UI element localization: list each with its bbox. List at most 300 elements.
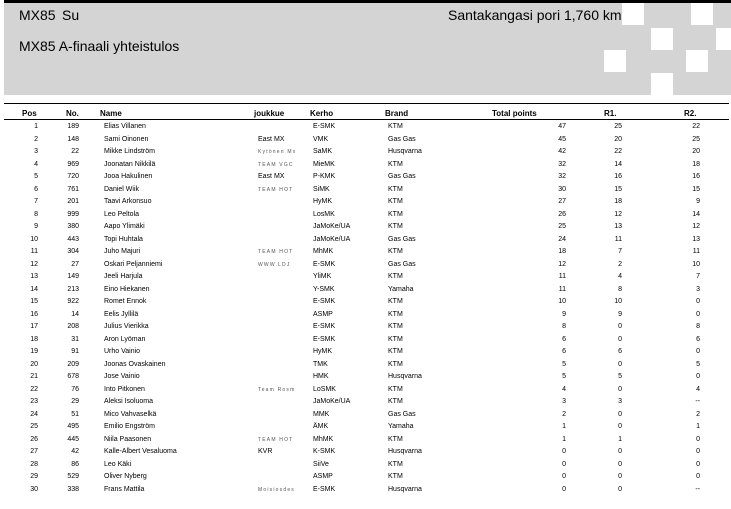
- cell-name: Joonatan Nikkilä: [104, 160, 156, 168]
- cell-no: 148: [67, 135, 79, 143]
- cell-r2: 2: [696, 410, 700, 418]
- race-day: Su: [62, 7, 80, 23]
- cell-r2: 22: [692, 123, 700, 130]
- cell-r1: 14: [614, 160, 622, 168]
- cell-r2: 4: [696, 385, 700, 393]
- cell-brand: Husqvarna: [388, 448, 422, 455]
- cell-r1: 0: [618, 385, 622, 393]
- cell-name: Taavi Arkonsuo: [104, 198, 152, 205]
- cell-name: Mico Vahvaselkä: [104, 410, 157, 418]
- cell-brand: Gas Gas: [388, 410, 416, 418]
- cell-brand: KTM: [388, 123, 403, 130]
- checkered-flag-square: [651, 28, 673, 50]
- table-row: [0, 359, 731, 371]
- cell-r1: 1: [618, 435, 622, 443]
- cell-r2: --: [695, 485, 700, 493]
- cell-club: MieMK: [313, 160, 335, 168]
- cell-total: 0: [562, 448, 566, 455]
- cell-no: 76: [71, 385, 79, 393]
- results-subtitle: MX85 A-finaali yhteistulos: [19, 38, 180, 54]
- cell-no: 86: [71, 460, 79, 468]
- cell-r2: 11: [692, 248, 700, 255]
- cell-total: 12: [558, 260, 566, 268]
- cell-pos: 4: [34, 160, 38, 168]
- checkered-flag-square: [716, 28, 731, 50]
- cell-total: 30: [558, 185, 566, 193]
- table-row: [0, 246, 731, 258]
- cell-r1: 0: [618, 448, 622, 455]
- cell-r2: 0: [696, 348, 700, 355]
- col-header-r2: R2.: [684, 109, 697, 118]
- table-row: [0, 271, 731, 283]
- table-row: [0, 184, 731, 196]
- cell-total: 27: [558, 198, 566, 205]
- cell-pos: 14: [30, 285, 38, 293]
- cell-pos: 28: [30, 460, 38, 468]
- cell-no: 338: [67, 485, 79, 493]
- cell-name: Emilio Engström: [104, 423, 155, 430]
- col-header-r1: R1.: [604, 109, 617, 118]
- cell-brand: Yamaha: [388, 285, 414, 293]
- cell-r1: 0: [618, 460, 622, 468]
- cell-no: 14: [71, 310, 79, 318]
- cell-name: Romet Ennok: [104, 298, 147, 305]
- cell-total: 47: [558, 123, 566, 130]
- cell-total: 6: [562, 335, 566, 343]
- cell-r2: 7: [696, 273, 700, 280]
- results-header: [4, 0, 731, 95]
- cell-total: 2: [562, 410, 566, 418]
- cell-r2: 13: [692, 235, 700, 243]
- cell-r2: 12: [692, 223, 700, 230]
- table-row: [0, 334, 731, 346]
- cell-name: Sami Oinonen: [104, 135, 149, 143]
- cell-brand: KTM: [388, 360, 403, 368]
- table-row: [0, 134, 731, 146]
- cell-r1: 18: [614, 198, 622, 205]
- cell-r1: 9: [618, 310, 622, 318]
- cell-pos: 29: [30, 473, 38, 480]
- cell-club: SaMK: [313, 148, 333, 155]
- cell-r2: --: [695, 398, 700, 405]
- cell-name: Jeeli Harjula: [104, 273, 143, 280]
- cell-no: 91: [71, 348, 79, 355]
- cell-club: SiiVe: [313, 460, 329, 468]
- cell-name: Oliver Nyberg: [104, 473, 147, 480]
- cell-club: LoSMK: [313, 385, 336, 393]
- cell-r1: 7: [618, 248, 622, 255]
- cell-name: Mikke Lindström: [104, 148, 155, 155]
- cell-r1: 0: [618, 335, 622, 343]
- table-row: [0, 409, 731, 421]
- cell-brand: KTM: [388, 298, 403, 305]
- table-row: [0, 484, 731, 496]
- cell-team: East MX: [258, 135, 285, 143]
- checkered-flag-square: [651, 73, 673, 95]
- cell-team: East MX: [258, 173, 285, 180]
- col-header-brand: Brand: [385, 109, 409, 118]
- cell-brand: KTM: [388, 348, 403, 355]
- cell-r2: 8: [696, 323, 700, 330]
- cell-brand: Husqvarna: [388, 148, 422, 155]
- cell-r2: 14: [692, 210, 700, 218]
- cell-r1: 6: [618, 348, 622, 355]
- header-underline: [4, 119, 729, 120]
- cell-r2: 0: [696, 460, 700, 468]
- col-header-total: Total points: [492, 109, 537, 118]
- col-header-club: Kerho: [310, 109, 334, 118]
- cell-club: ASMP: [313, 473, 333, 480]
- table-row: [0, 309, 731, 321]
- cell-club: MhMK: [313, 248, 334, 255]
- cell-name: Aapo Ylimäki: [104, 223, 145, 230]
- cell-r1: 0: [618, 323, 622, 330]
- cell-no: 208: [67, 323, 79, 330]
- cell-brand: Gas Gas: [388, 260, 416, 268]
- cell-no: 209: [67, 360, 79, 368]
- cell-r2: 0: [696, 298, 700, 305]
- cell-team: TEAM HOT: [258, 249, 294, 255]
- cell-name: Daniel Wiik: [104, 185, 140, 193]
- cell-r1: 15: [614, 185, 622, 193]
- cell-r2: 16: [692, 173, 700, 180]
- cell-pos: 3: [34, 148, 38, 155]
- cell-pos: 10: [30, 235, 38, 243]
- cell-club: E-SMK: [313, 335, 336, 343]
- cell-r2: 0: [696, 435, 700, 443]
- cell-no: 380: [67, 223, 79, 230]
- cell-no: 149: [67, 273, 79, 280]
- cell-pos: 12: [30, 260, 38, 268]
- cell-no: 999: [67, 210, 79, 218]
- cell-name: Julius Vierikka: [104, 323, 149, 330]
- col-header-team: joukkue: [254, 109, 285, 118]
- cell-pos: 11: [30, 248, 38, 255]
- table-row: [0, 434, 731, 446]
- cell-no: 529: [67, 473, 79, 480]
- cell-no: 678: [67, 373, 79, 380]
- cell-r2: 18: [692, 160, 700, 168]
- cell-no: 445: [67, 435, 79, 443]
- cell-total: 0: [562, 473, 566, 480]
- cell-name: Eino Hiekanen: [104, 285, 150, 293]
- cell-r1: 25: [614, 123, 622, 130]
- checkered-flag-square: [691, 3, 713, 25]
- cell-pos: 8: [34, 210, 38, 218]
- cell-club: TMK: [313, 360, 328, 368]
- cell-brand: Gas Gas: [388, 235, 416, 243]
- cell-r2: 20: [692, 148, 700, 155]
- cell-name: Elias Villanen: [104, 123, 146, 130]
- cell-no: 31: [71, 335, 79, 343]
- cell-no: 720: [67, 173, 79, 180]
- cell-club: LosMK: [313, 210, 335, 218]
- cell-r2: 0: [696, 373, 700, 380]
- cell-name: Leo Peltola: [104, 210, 140, 218]
- cell-total: 24: [558, 235, 566, 243]
- cell-total: 45: [558, 135, 566, 143]
- table-row: [0, 421, 731, 433]
- cell-no: 213: [67, 285, 79, 293]
- cell-total: 10: [558, 298, 566, 305]
- cell-r1: 13: [614, 223, 622, 230]
- cell-club: JaMoKe/UA: [313, 223, 351, 230]
- table-row: [0, 259, 731, 271]
- cell-no: 304: [67, 248, 79, 255]
- cell-total: 25: [558, 223, 566, 230]
- cell-pos: 6: [34, 185, 38, 193]
- table-row: [0, 371, 731, 383]
- cell-no: 29: [71, 398, 79, 405]
- cell-r2: 6: [696, 335, 700, 343]
- cell-club: SiMK: [313, 185, 330, 193]
- cell-club: P-KMK: [313, 173, 336, 180]
- cell-pos: 19: [30, 348, 38, 355]
- col-header-name: Name: [100, 109, 122, 118]
- cell-no: 51: [71, 410, 79, 418]
- cell-no: 27: [71, 260, 79, 268]
- cell-r1: 2: [618, 260, 622, 268]
- cell-r2: 1: [696, 423, 700, 430]
- cell-total: 9: [562, 310, 566, 318]
- cell-total: 1: [562, 423, 566, 430]
- cell-team: Moisiosdes: [258, 486, 296, 493]
- cell-r2: 9: [696, 198, 700, 205]
- table-row: [0, 446, 731, 458]
- cell-r1: 12: [614, 210, 622, 218]
- cell-club: MMK: [313, 410, 330, 418]
- table-row: [0, 384, 731, 396]
- cell-club: E-SMK: [313, 260, 336, 268]
- cell-pos: 21: [30, 373, 38, 380]
- table-row: [0, 296, 731, 308]
- cell-r1: 0: [618, 360, 622, 368]
- cell-total: 0: [562, 460, 566, 468]
- checkered-flag-square: [622, 3, 644, 25]
- table-row: [0, 159, 731, 171]
- cell-brand: Gas Gas: [388, 173, 416, 180]
- cell-r1: 0: [618, 423, 622, 430]
- cell-pos: 15: [30, 298, 38, 305]
- cell-brand: Gas Gas: [388, 135, 416, 143]
- cell-pos: 1: [34, 123, 38, 130]
- cell-name: Jose Vainio: [104, 373, 140, 380]
- table-row: [0, 459, 731, 471]
- cell-pos: 23: [30, 398, 38, 405]
- cell-name: Frans Mattila: [104, 485, 145, 493]
- cell-no: 22: [71, 148, 79, 155]
- table-row: [0, 471, 731, 483]
- cell-team: WWW.LDJ: [258, 261, 291, 268]
- cell-pos: 5: [34, 173, 38, 180]
- cell-r1: 11: [614, 235, 622, 243]
- col-header-pos: Pos: [22, 109, 37, 118]
- cell-brand: KTM: [388, 398, 403, 405]
- table-row: [0, 209, 731, 221]
- table-row: [0, 396, 731, 408]
- table-row: [0, 234, 731, 246]
- cell-pos: 16: [30, 310, 38, 318]
- cell-name: Juho Majuri: [104, 248, 141, 255]
- cell-name: Jooa Hakulinen: [104, 173, 153, 180]
- cell-club: Y-SMK: [313, 285, 335, 293]
- cell-brand: Husqvarna: [388, 373, 422, 380]
- table-row: [0, 284, 731, 296]
- cell-pos: 30: [30, 485, 38, 493]
- cell-team: TEAM HOT: [258, 186, 294, 193]
- cell-brand: KTM: [388, 473, 403, 480]
- table-row: [0, 146, 731, 158]
- cell-total: 0: [562, 485, 566, 493]
- cell-r1: 10: [614, 298, 622, 305]
- cell-team: Kytönen Mx: [258, 149, 297, 155]
- cell-r1: 5: [618, 373, 622, 380]
- cell-brand: KTM: [388, 273, 403, 280]
- cell-name: Into Pitkonen: [104, 385, 145, 393]
- cell-no: 922: [67, 298, 79, 305]
- table-row: [0, 171, 731, 183]
- cell-total: 4: [562, 385, 566, 393]
- cell-club: HMK: [313, 373, 329, 380]
- table-row: [0, 346, 731, 358]
- cell-r1: 0: [618, 473, 622, 480]
- cell-total: 8: [562, 323, 566, 330]
- cell-r1: 4: [618, 273, 622, 280]
- cell-r1: 22: [614, 148, 622, 155]
- cell-brand: KTM: [388, 198, 403, 205]
- class-name: MX85: [19, 7, 56, 23]
- cell-pos: 20: [30, 360, 38, 368]
- cell-brand: Husqvarna: [388, 485, 422, 493]
- cell-name: Aron Lyöman: [104, 335, 146, 343]
- cell-pos: 26: [30, 435, 38, 443]
- checkered-flag-square: [604, 50, 626, 72]
- cell-r2: 25: [692, 135, 700, 143]
- cell-total: 6: [562, 348, 566, 355]
- cell-pos: 17: [30, 323, 38, 330]
- cell-club: E-SMK: [313, 485, 336, 493]
- cell-no: 761: [67, 185, 79, 193]
- cell-pos: 7: [34, 198, 38, 205]
- cell-total: 5: [562, 373, 566, 380]
- cell-total: 1: [562, 435, 566, 443]
- cell-brand: KTM: [388, 460, 403, 468]
- cell-name: Kalle-Albert Vesaluoma: [104, 448, 177, 455]
- cell-brand: KTM: [388, 335, 403, 343]
- cell-pos: 18: [30, 335, 38, 343]
- cell-r2: 10: [692, 260, 700, 268]
- cell-team: TEAM HOT: [258, 436, 294, 443]
- col-header-no: No.: [66, 109, 79, 118]
- cell-total: 42: [558, 148, 566, 155]
- cell-name: Niila Paasonen: [104, 435, 152, 443]
- cell-brand: Yamaha: [388, 423, 414, 430]
- cell-club: JaMoKe/UA: [313, 235, 351, 243]
- cell-name: Joonas Ovaskainen: [104, 360, 166, 368]
- cell-r2: 0: [696, 473, 700, 480]
- cell-club: VMK: [313, 135, 329, 143]
- cell-pos: 25: [30, 423, 38, 430]
- cell-brand: KTM: [388, 185, 403, 193]
- table-row: [0, 221, 731, 233]
- cell-no: 443: [67, 235, 79, 243]
- cell-name: Eelis Jyllilä: [104, 310, 139, 318]
- cell-no: 495: [67, 423, 79, 430]
- cell-brand: KTM: [388, 223, 403, 230]
- cell-r2: 0: [696, 310, 700, 318]
- cell-club: E-SMK: [313, 123, 336, 130]
- cell-brand: KTM: [388, 160, 403, 168]
- table-row: [0, 321, 731, 333]
- cell-club: YliMK: [313, 273, 332, 280]
- cell-total: 32: [558, 173, 566, 180]
- cell-club: E-SMK: [313, 298, 336, 305]
- cell-pos: 13: [30, 273, 38, 280]
- cell-name: Topi Huhtala: [104, 235, 143, 243]
- cell-r1: 16: [614, 173, 622, 180]
- cell-club: HyMK: [313, 198, 333, 205]
- cell-total: 26: [558, 210, 566, 218]
- cell-total: 5: [562, 360, 566, 368]
- cell-total: 32: [558, 160, 566, 168]
- cell-team: Team Rosm: [258, 386, 296, 393]
- cell-brand: KTM: [388, 310, 403, 318]
- cell-total: 11: [558, 273, 566, 280]
- cell-r1: 3: [618, 398, 622, 405]
- cell-pos: 27: [30, 448, 38, 455]
- cell-no: 201: [67, 198, 79, 205]
- table-row: [0, 196, 731, 208]
- cell-name: Urho Vainio: [104, 348, 141, 355]
- cell-club: E-SMK: [313, 323, 336, 330]
- cell-no: 42: [71, 448, 79, 455]
- cell-pos: 2: [34, 135, 38, 143]
- cell-name: Oskari Peljanniemi: [104, 260, 163, 268]
- venue-info: Santakangasi pori 1,760 km: [448, 7, 622, 23]
- cell-total: 11: [558, 285, 566, 293]
- cell-no: 189: [67, 123, 79, 130]
- cell-team: KVR: [258, 448, 273, 455]
- cell-club: JaMoKe/UA: [313, 398, 351, 405]
- checkered-flag-square: [686, 50, 708, 72]
- table-row: [0, 121, 731, 133]
- cell-brand: KTM: [388, 435, 403, 443]
- cell-r1: 0: [618, 485, 622, 493]
- cell-r2: 15: [692, 185, 700, 193]
- cell-r2: 0: [696, 448, 700, 455]
- cell-club: ÄMK: [313, 423, 329, 430]
- cell-no: 969: [67, 160, 79, 168]
- cell-name: Leo Käki: [104, 460, 132, 468]
- cell-r2: 5: [696, 360, 700, 368]
- cell-pos: 9: [34, 223, 38, 230]
- cell-total: 3: [562, 398, 566, 405]
- cell-r2: 3: [696, 285, 700, 293]
- cell-name: Aleksi Isoluoma: [104, 398, 154, 405]
- cell-brand: KTM: [388, 210, 403, 218]
- cell-brand: KTM: [388, 323, 403, 330]
- cell-r1: 20: [614, 135, 622, 143]
- cell-team: TEAM VGC: [258, 161, 294, 168]
- cell-brand: KTM: [388, 385, 403, 393]
- cell-pos: 22: [30, 385, 38, 393]
- cell-total: 18: [558, 248, 566, 255]
- cell-pos: 24: [30, 410, 38, 418]
- cell-r1: 0: [618, 410, 622, 418]
- cell-club: ASMP: [313, 310, 333, 318]
- cell-r1: 8: [618, 285, 622, 293]
- top-divider: [4, 103, 729, 104]
